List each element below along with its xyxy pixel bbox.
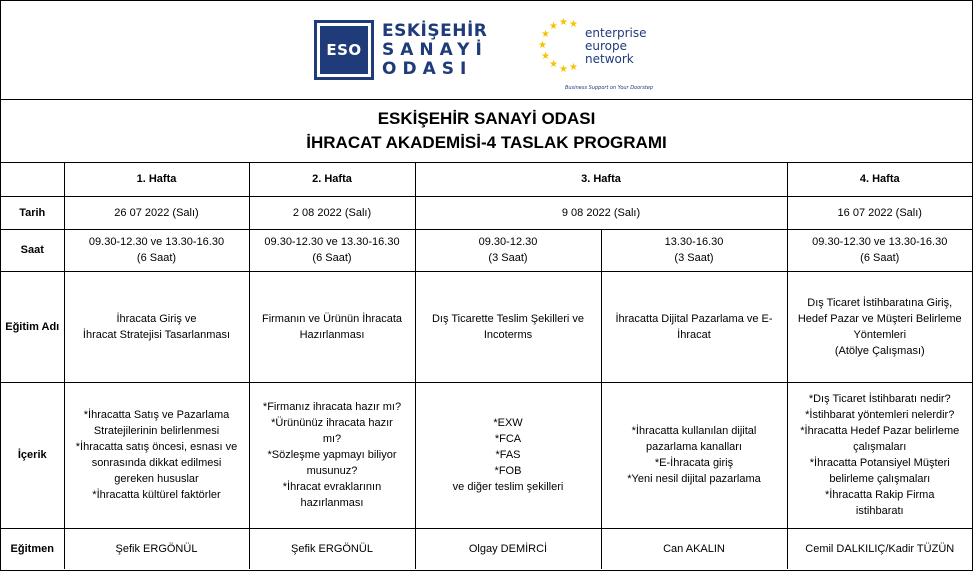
- table-row-icerik: [1, 382, 972, 528]
- icerik-cell: *İhracatta kullanılan dijital pazarlama kanalları *E-İhracata giriş *Yeni nesil dijital pazarlama: [601, 382, 787, 528]
- svg-text:★: ★: [559, 17, 568, 28]
- icerik-cell: *EXW *FCA *FAS *FOB ve diğer teslim şekilleri: [415, 382, 601, 528]
- een-line1: enterprise: [585, 26, 647, 40]
- corner-cell: [1, 163, 64, 196]
- egitmen-cell: Can AKALIN: [601, 528, 787, 569]
- eso-logo-line2: SANAYİ: [382, 39, 488, 60]
- table-row-saat: [1, 229, 972, 271]
- icerik-cell: *Dış Ticaret İstihbaratı nedir? *İstihbarat yöntemleri nelerdir? *İhracatta Hedef Pazar belirleme çalışmaları *İhracatta Potansiyel Müşteri belirleme çalışmaları *İhracatta Rakip Firma istihbaratı: [787, 382, 972, 528]
- icerik-cell: *Firmanız ihracata hazır mı? *Ürününüz ihracata hazır mı? *Sözleşme yapmayı biliyor musunuz? *İhracat evraklarının hazırlanması: [249, 382, 415, 528]
- row-label-egitmen: Eğitmen: [1, 528, 64, 569]
- een-line3: network: [585, 52, 634, 66]
- week-3-header: 3. Hafta: [415, 163, 787, 196]
- row-label-tarih: Tarih: [1, 196, 64, 229]
- eu-stars-icon: [537, 15, 587, 75]
- logo-band: [1, 1, 972, 100]
- eso-logo-line1: ESKİŞEHİR: [382, 20, 488, 41]
- tarih-cell: 2 08 2022 (Salı): [249, 196, 415, 229]
- egitim-adi-cell: İhracatta Dijital Pazarlama ve E- İhracat: [601, 271, 787, 382]
- egitmen-cell: Olgay DEMİRCİ: [415, 528, 601, 569]
- egitmen-cell: Cemil DALKILIÇ/Kadir TÜZÜN: [787, 528, 972, 569]
- saat-cell: 09.30-12.30 ve 13.30-16.30 (6 Saat): [787, 229, 972, 271]
- week-2-header: 2. Hafta: [249, 163, 415, 196]
- egitim-adi-cell: Dış Ticarette Teslim Şekilleri ve Incoterms: [415, 271, 601, 382]
- saat-cell: 09.30-12.30 (3 Saat): [415, 229, 601, 271]
- eso-logo-wordmark: [382, 20, 488, 79]
- week-4-header: 4. Hafta: [787, 163, 972, 196]
- saat-cell: 09.30-12.30 ve 13.30-16.30 (6 Saat): [249, 229, 415, 271]
- table-row-egitmen: [1, 528, 972, 569]
- egitim-adi-cell: Dış Ticaret İstihbaratına Giriş, Hedef Pazar ve Müşteri Belirleme Yöntemleri (Atölye Çalışması): [787, 271, 972, 382]
- egitmen-cell: Şefik ERGÖNÜL: [64, 528, 249, 569]
- icerik-cell: *İhracatta Satış ve Pazarlama Stratejilerinin belirlenmesi *İhracatta satış öncesi, esnası ve sonrasında dikkat edilmesi gereken hususlar *İhracatta kültürel faktörler: [64, 382, 249, 528]
- row-label-saat: Saat: [1, 229, 64, 271]
- table-row-tarih: [1, 196, 972, 229]
- egitim-adi-cell: Firmanın ve Ürünün İhracata Hazırlanması: [249, 271, 415, 382]
- svg-text:★: ★: [538, 40, 547, 51]
- row-label-egitim-adi: Eğitim Adı: [1, 271, 64, 382]
- title-band: [1, 100, 972, 163]
- svg-text:★: ★: [559, 64, 568, 75]
- tarih-cell: 9 08 2022 (Salı): [415, 196, 787, 229]
- eso-logo: [314, 17, 488, 83]
- table-row-weeks: [1, 163, 972, 196]
- tarih-cell: 26 07 2022 (Salı): [64, 196, 249, 229]
- saat-cell: 13.30-16.30 (3 Saat): [601, 229, 787, 271]
- saat-cell: 09.30-12.30 ve 13.30-16.30 (6 Saat): [64, 229, 249, 271]
- svg-text:★: ★: [541, 29, 550, 40]
- week-1-header: 1. Hafta: [64, 163, 249, 196]
- svg-text:★: ★: [549, 59, 558, 70]
- row-label-icerik: İçerik: [1, 382, 64, 528]
- page-title-line2: İHRACAT AKADEMİSİ-4 TASLAK PROGRAMI: [306, 133, 667, 152]
- svg-text:★: ★: [549, 21, 558, 32]
- egitmen-cell: Şefik ERGÖNÜL: [249, 528, 415, 569]
- eso-logo-mark: [314, 20, 374, 80]
- table-row-egitim-adi: [1, 271, 972, 382]
- een-wordmark: [585, 27, 647, 66]
- egitim-adi-cell: İhracata Giriş ve İhracat Stratejisi Tasarlanması: [64, 271, 249, 382]
- page-title-line1: ESKİŞEHİR SANAYİ ODASI: [377, 109, 596, 128]
- svg-text:★: ★: [541, 51, 550, 62]
- eso-logo-box-text: ESO: [320, 26, 368, 74]
- eso-logo-line3: ODASI: [382, 58, 473, 79]
- een-tagline: Business Support on Your Doorstep: [565, 85, 654, 91]
- svg-text:★: ★: [569, 19, 578, 30]
- svg-text:★: ★: [569, 62, 578, 73]
- program-table: [1, 163, 972, 569]
- enterprise-europe-network-logo: [537, 15, 654, 95]
- tarih-cell: 16 07 2022 (Salı): [787, 196, 972, 229]
- een-line2: europe: [585, 39, 627, 53]
